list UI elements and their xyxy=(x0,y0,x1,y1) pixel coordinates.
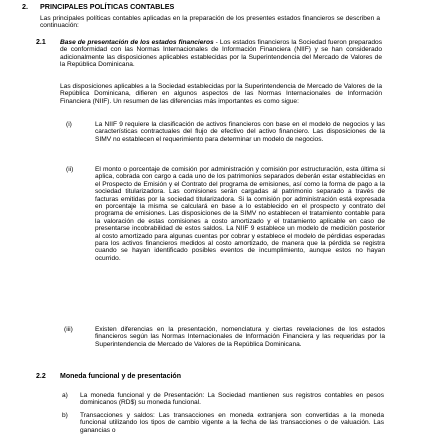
subsection-2-1-paragraph-2: Las disposiciones aplicables a la Sociedad establecidas por la Superintendencia de Mercado de Valores de la República Dominicana, difieren en algunos aspectos de las Normas Internacionales de Información Financiera (NIIF). Un resumen de las diferencias más importantes es como sigue: xyxy=(60,83,382,105)
section-title: PRINCIPALES POLÍTICAS CONTABLES xyxy=(40,2,175,11)
list-item-text: El monto o porcentaje de comisión por administración y comisión por estructuración, esta última si aplica, cobrada con cargo a cada uno de los patrimonios separados deberán estar establecidas en el Prospecto de Emisión y el Contrato del programa de emisiones, así como la forma de pago a la sociedad titularizadora. Las comisiones serán cargadas al patrimonio separado a través de facturas emitidas por la sociedad titularizadora. Si la comisión por administración está expresada en porcentaje la misma se calculará en base a lo establecido en el prospecto y contrato del programa de emisiones. Las disposiciones de la SIMV no establecen el tratamiento contable para la valoración de estas comisiones a costo amortizado y el tratamiento aplicable en caso de presentarse incobrabilidad de estos saldos. La NIIF 9 establece un modelo de medición posterior al costo amortizado para algunas cuentas por cobrar y establece el modelo de pérdidas esperadas para los activos financieros medidos al costo amortizado, de manera que la pérdida se registra cuando se hayan identificado posibles eventos de incumplimiento, aunque estos no hayan ocurrido. xyxy=(95,166,385,262)
list-item-label: (ii) xyxy=(66,166,74,173)
subsection-2-2-title: Moneda funcional y de presentación xyxy=(60,373,181,380)
list-item-label: (i) xyxy=(66,121,72,128)
list-item-text: Existen diferencias en la presentación, nomenclatura y ciertas revelaciones de los estados financieros según las Normas Internacionales de Información Financiera y las requeridas por la Superintendencia de Mercado de Valores de la República Dominicana. xyxy=(95,326,385,348)
list-item-text: La moneda funcional y de Presentación: La Sociedad mantienen sus registros contables en pesos dominicanos (RD$) su moneda funcional. xyxy=(80,392,384,407)
list-item-label: (iii) xyxy=(64,326,73,333)
section-intro: Las principales políticas contables aplicadas en la preparación de los presentes estados financieros se describen a continuación: xyxy=(40,15,380,30)
list-item-text: La NIIF 9 requiere la clasificación de activos financieros con base en el modelo de negocios y las características contractuales del flujo de efectivo del activo financiero. Las disposiciones de la SIMV no establecen el requerimiento para determinar un modelo de negocios. xyxy=(95,121,385,143)
subsection-2-1-paragraph-1 xyxy=(60,39,382,69)
subsection-2-1-number: 2.1 xyxy=(36,39,46,46)
subsection-2-1-paragraph-1-text: - Los estados financieros la Sociedad fueron preparados de conformidad con las Normas Internacionales de Información Financiera (NIIF) y se han considerado adicionalmente las disposiciones aplicables establecidas por la Superintendencia del Mercado de Valores de la República Dominicana. xyxy=(60,39,382,69)
list-item-text: Transacciones y saldos: Las transacciones en moneda extranjera son convertidas a la moneda funcional utilizando los tipos de cambio vigente a la fecha de las transacciones o de valuación. Las ganancias o xyxy=(80,412,384,434)
list-item-label: a) xyxy=(62,392,68,399)
section-number: 2. xyxy=(22,2,28,11)
subsection-2-2-number: 2.2 xyxy=(36,373,46,380)
list-item-label: b) xyxy=(62,412,68,419)
subsection-2-1-title: Base de presentación de los estados financieros xyxy=(60,39,214,46)
